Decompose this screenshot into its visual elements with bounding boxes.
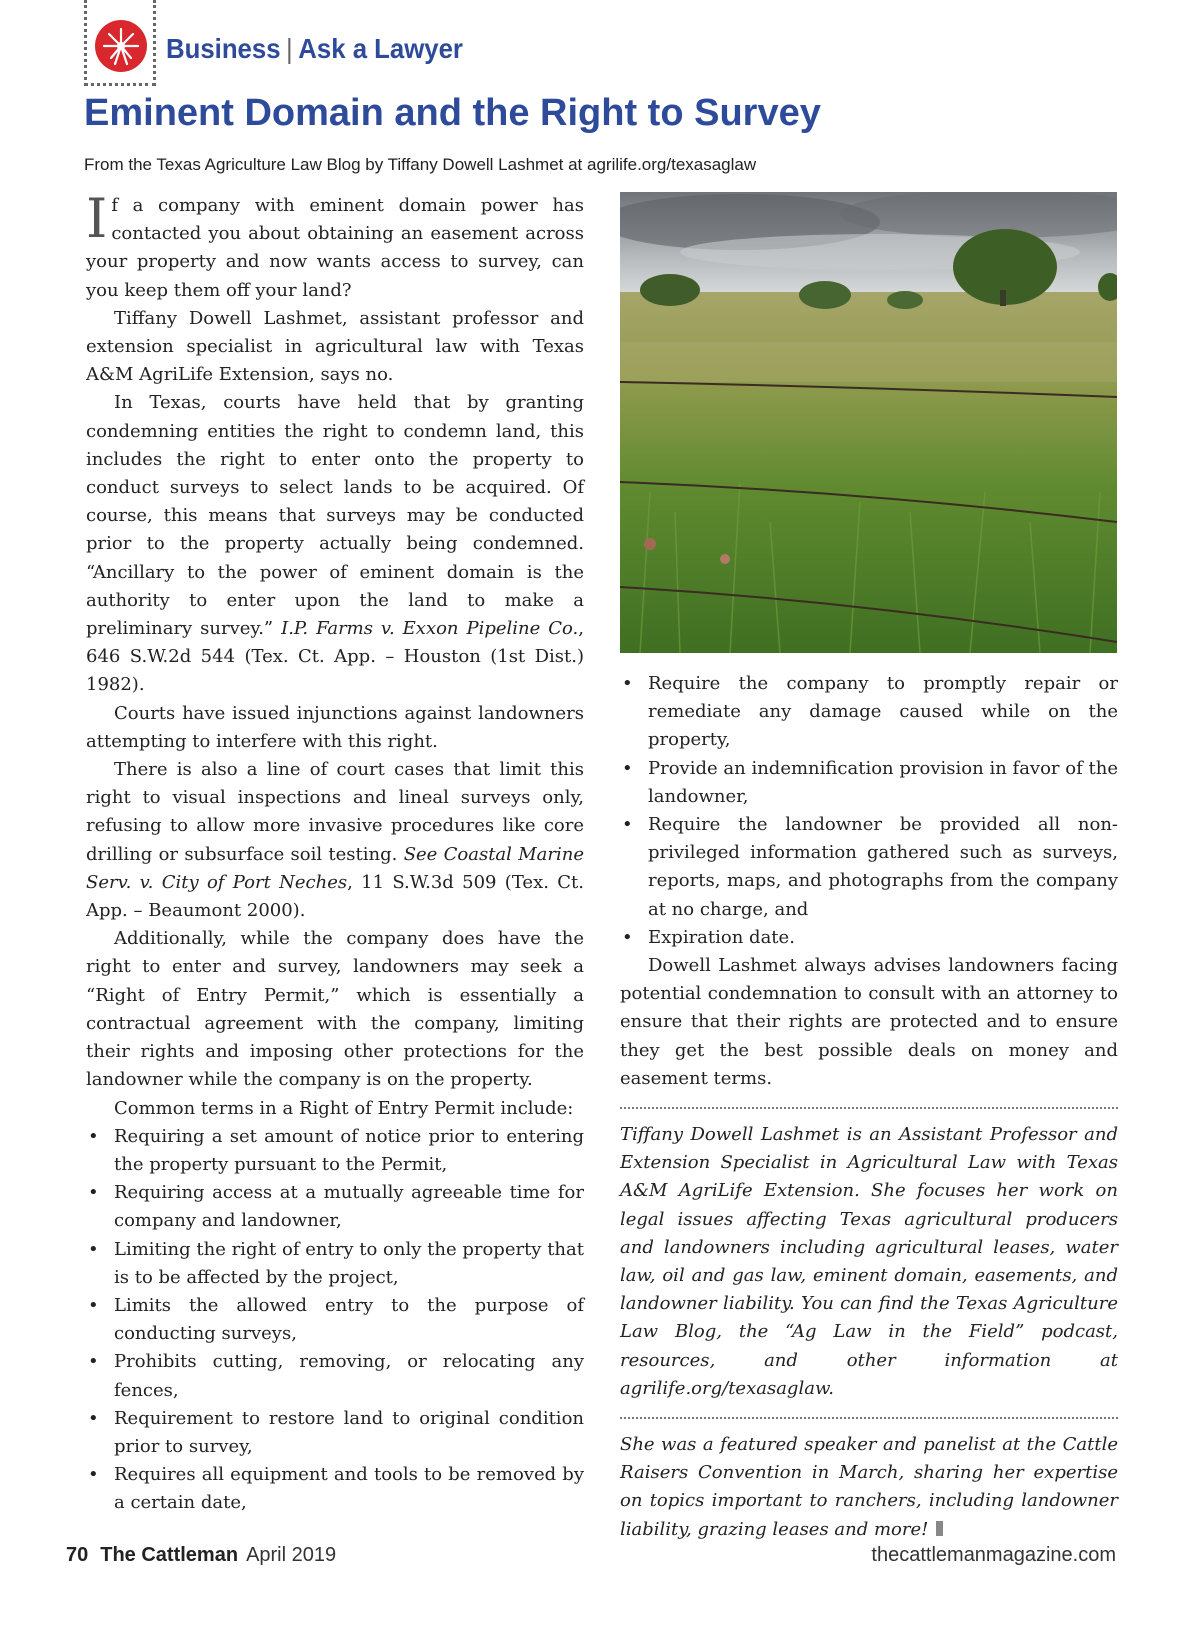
closing-paragraph: Dowell Lashmet always advises landowners facing potential condemnation to consult with an attorney to ensure that their rights are protected and to ensure they get the best possible deals on money and easement terms. xyxy=(620,955,1118,1089)
permit-terms-list-right xyxy=(620,670,1118,952)
section-logo-frame xyxy=(84,0,156,86)
list-item: • Requirement to restore land to original condition prior to survey, xyxy=(86,1405,584,1461)
paragraph-4: Courts have issued injunctions against landowners attempting to interfere with this right. xyxy=(86,702,584,752)
paragraph-5 xyxy=(86,756,584,925)
list-item: • Require the company to promptly repair or remediate any damage caused while on the property, xyxy=(620,670,1118,755)
case-citation-coastal-marine: See Coastal Marine Serv. v. City of Port Neches xyxy=(86,843,584,893)
section-name: Business xyxy=(166,33,281,64)
end-mark-icon xyxy=(936,1521,943,1536)
paragraph-6: Additionally, while the company does have the right to enter and survey, landowners may seek a “Right of Entry Permit,” which is essentially a contractual agreement with the company, limiting their rights and imposing other protections for the landowner while the company is on the property. xyxy=(86,928,584,1091)
list-item: • Expiration date. xyxy=(620,924,1118,952)
list-item: • Requiring a set amount of notice prior to entering the property pursuant to the Permit, xyxy=(86,1123,584,1179)
author-bio: Tiffany Dowell Lashmet is an Assistant Professor and Extension Specialist in Agricultural Law with Texas A&M AgriLife Extension. She focuses her work on legal issues affecting Texas agricultural producers and landowners including agricultural leases, water law, oil and gas law, eminent domain, easements, and landowner liability. You can find the Texas Agriculture Law Blog, the “Ag Law in the Field” podcast, resources, and other information at agrilife.org/texasaglaw. xyxy=(620,1124,1118,1399)
paragraph-3-text: In Texas, courts have held that by granting condemning entities the right to condemn land, this includes the right to enter onto the property to conduct surveys to select lands to be acquired. Of course, this means that surveys may be conducted prior to the property actually being condemned. “Ancillary to the power of eminent domain is the authority to enter upon the land to make a preliminary survey.” xyxy=(86,392,584,640)
paragraph-3 xyxy=(86,389,584,699)
drop-cap: I xyxy=(86,187,108,250)
windmill-icon xyxy=(95,20,147,72)
page-footer-left xyxy=(66,1544,336,1567)
magazine-website: thecattlemanmagazine.com xyxy=(871,1544,1116,1566)
author-note xyxy=(620,1431,1118,1544)
list-item: • Provide an indemnification provision in favor of the landowner, xyxy=(620,755,1118,811)
paragraph-5-text: There is also a line of court cases that limit this right to visual inspections and lineal surveys only, refusing to allow more invasive procedures like core drilling or subsurface soil testing. xyxy=(86,759,584,865)
author-note-text: She was a featured speaker and panelist at the Cattle Raisers Convention in March, sharing her expertise on topics important to ranchers, including landowner liability, grazing leases and more! xyxy=(620,1434,1118,1540)
list-item: • Require the landowner be provided all non-privileged information gathered such as surveys, reports, maps, and photographs from the company at no charge, and xyxy=(620,811,1118,924)
paragraph-5-tail: , 11 S.W.3d 509 (Tex. Ct. App. – Beaumont 2000). xyxy=(86,871,584,922)
pasture-photo xyxy=(620,192,1117,653)
issue-date: April 2019 xyxy=(246,1544,337,1566)
paragraph-2: Tiffany Dowell Lashmet, assistant professor and extension specialist in agricultural law with Texas A&M AgriLife Extension, says no. xyxy=(86,307,584,386)
paragraph-3-tail: , 646 S.W.2d 544 (Tex. Ct. App. – Houston (1st Dist.) 1982). xyxy=(86,618,584,696)
subsection-name: Ask a Lawyer xyxy=(298,33,463,64)
magazine-name: The Cattleman xyxy=(100,1544,239,1566)
divider xyxy=(620,1417,1118,1419)
list-item: • Requires all equipment and tools to be removed by a certain date, xyxy=(86,1461,584,1517)
permit-terms-list-left xyxy=(86,1123,584,1518)
list-item: • Requiring access at a mutually agreeable time for company and landowner, xyxy=(86,1179,584,1235)
intro-paragraph xyxy=(86,187,584,305)
section-label xyxy=(166,33,463,65)
case-citation-ip-farms: I.P. Farms v. Exxon Pipeline Co. xyxy=(281,618,579,640)
article-source: From the Texas Agriculture Law Blog by Tiffany Dowell Lashmet at agrilife.org/texasaglaw xyxy=(84,155,757,174)
left-column xyxy=(86,187,584,1518)
list-item: • Prohibits cutting, removing, or relocating any fences, xyxy=(86,1348,584,1404)
section-separator: | xyxy=(286,33,293,64)
right-column xyxy=(620,670,1118,1544)
list-item: • Limits the allowed entry to the purpose of conducting surveys, xyxy=(86,1292,584,1348)
divider xyxy=(620,1107,1118,1109)
intro-text: f a company with eminent domain power has contacted you about obtaining an easement across your property and now wants access to survey, can you keep them off your land? xyxy=(86,195,584,301)
list-item: • Limiting the right of entry to only the property that is to be affected by the project, xyxy=(86,1236,584,1292)
page-number: 70 xyxy=(66,1544,89,1566)
article-title: Eminent Domain and the Right to Survey xyxy=(84,92,821,134)
paragraph-7: Common terms in a Right of Entry Permit include: xyxy=(114,1097,574,1119)
